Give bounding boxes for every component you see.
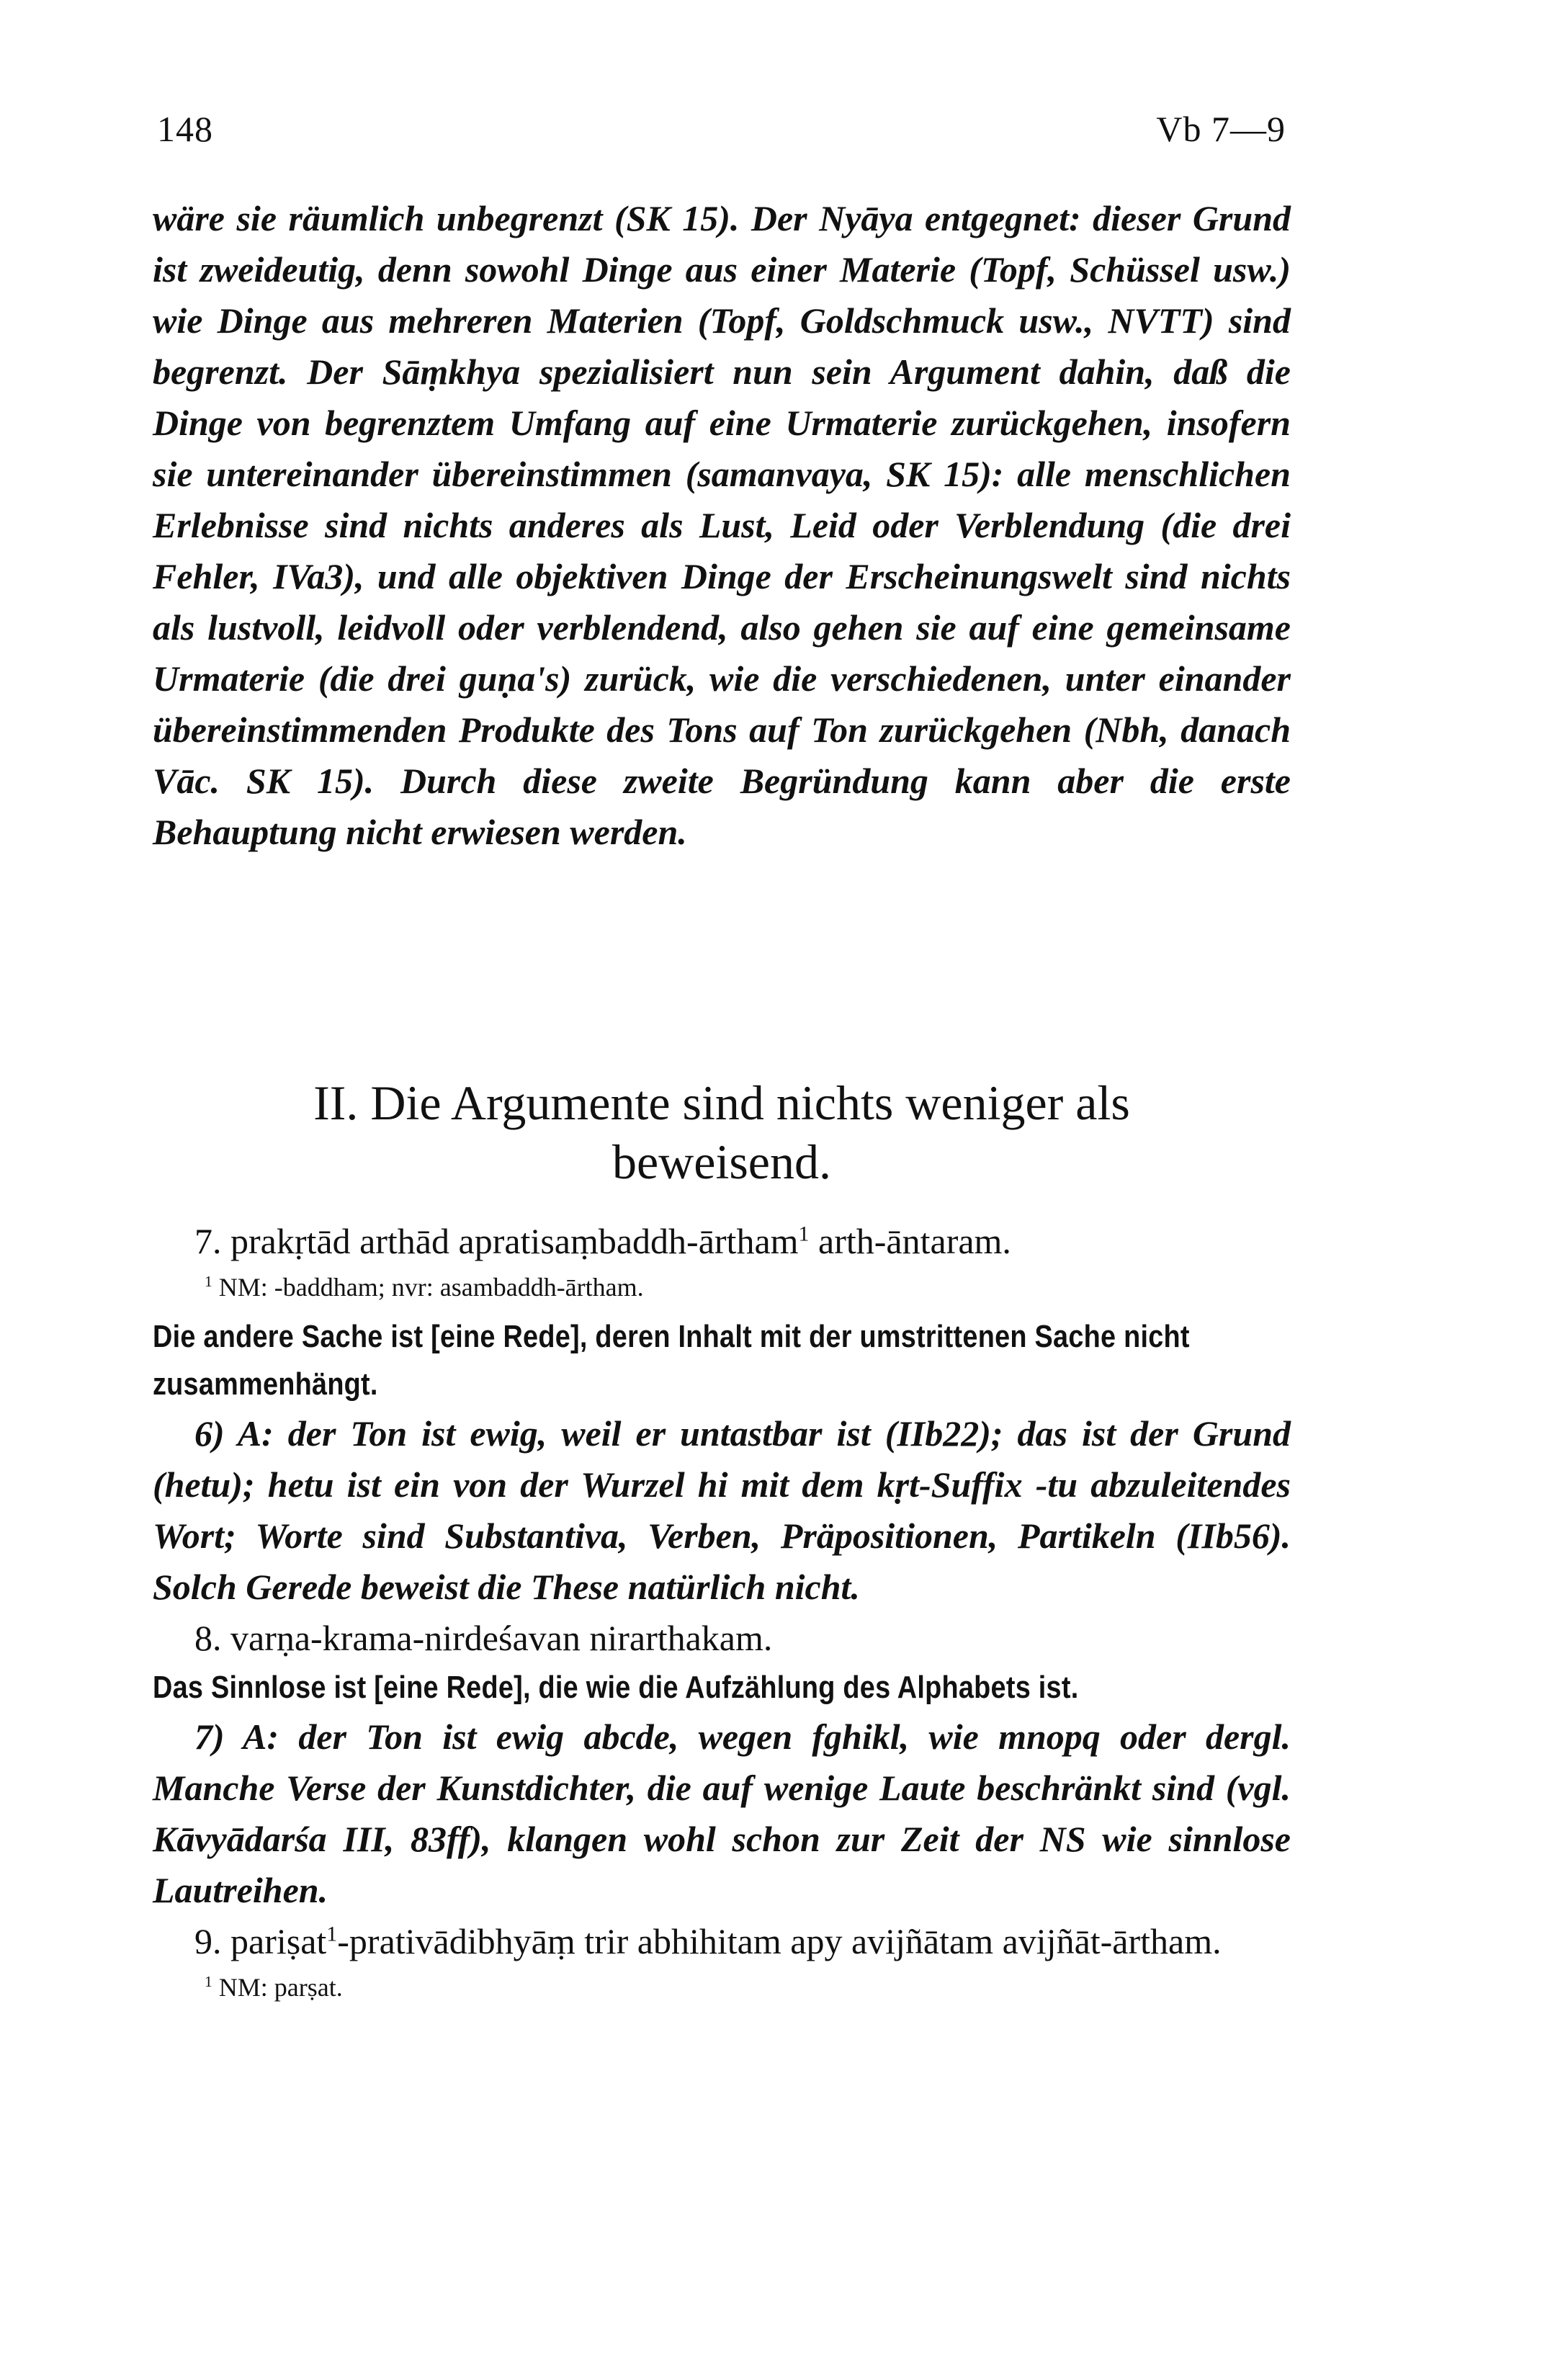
intro-paragraph: wäre sie räumlich unbegrenzt (SK 15). Der Nyāya entgegnet: dieser Grund ist zweideutig, denn sowohl Dinge aus einer Materie (Topf, Schüssel usw.) wie Dinge aus mehreren Materien (Topf, Goldschmuck usw., NVTT) sind begrenzt. Der Sāṃkhya spezialisiert nun sein Argument dahin, daß die Dinge von begrenztem Umfang auf eine Urmaterie zurückgehen, insofern sie untereinander übereinstimmen (samanvaya, SK 15): alle menschlichen Erlebnisse sind nichts anderes als Lust, Leid oder Verblendung (die drei Fehler, IVa3), und alle objektiven Dinge der Erscheinungswelt sind nichts als lustvoll, leidvoll oder verblendend, also gehen sie auf eine gemeinsame Urmaterie (die drei guṇa's) zurück, wie die verschiedenen, unter einander übereinstimmenden Produkte des Tons auf Ton zurückgehen (Nbh, danach Vāc. SK 15). Durch diese zweite Begründung kann aber die erste Behauptung nicht erwiesen werden. (153, 198, 1291, 852)
section-heading-line1: II. Die Argumente sind nichts weniger als (313, 1075, 1130, 1130)
sutra-8: 8. varṇa-krama-nirdeśavan nirarthakam. (194, 1618, 773, 1658)
sutra-7-text-b: arth-āntaram. (809, 1221, 1011, 1261)
sutra-9-text-a: 9. pariṣat (194, 1921, 327, 1961)
sutra-7-commentary: 6) A: der Ton ist ewig, weil er untastbar ist (IIb22); das ist der Grund (hetu); hetu ist ein von der Wurzel hi mit dem kṛt-Suffix -tu abzuleitendes Wort; Worte sind Substantiva, Verben, Präpositionen, Partikeln (IIb56). Solch Gerede beweist die These natürlich nicht. (153, 1413, 1291, 1607)
sutra-8-translation: Das Sinnlose ist [eine Rede], die wie die Aufzählung des Alphabets ist. (153, 1670, 1079, 1705)
section-reference: Vb 7—9 (1156, 109, 1286, 149)
sutras-block (153, 1216, 1291, 2007)
sutra-7-footnote-marker: 1 (205, 1273, 212, 1290)
sutra-9-footnote-text: NM: parṣat. (212, 1973, 343, 2002)
sutra-7-translation: Die andere Sache ist [eine Rede], deren Inhalt mit der umstrittenen Sache nicht zusammenhängt. (153, 1319, 1190, 1402)
sutra-9-text-b: -prativādibhyāṃ trir abhihitam apy avijñātam avijñāt-ārtham. (337, 1921, 1222, 1961)
sutra-7-footnote-text: NM: -baddham; nvr: asambaddh-ārtham. (212, 1273, 644, 1302)
sutra-7-footnote (153, 1267, 1291, 1307)
sutra-7-text-a: 7. prakṛtād arthād apratisaṃbaddh-ārtham (194, 1221, 799, 1261)
section-heading-line2: beweisend. (611, 1134, 831, 1189)
sutra-9 (153, 1916, 1291, 1967)
intro-block (153, 193, 1291, 858)
section-heading (153, 1073, 1291, 1191)
sutra-7 (153, 1216, 1291, 1267)
sutra-9-footnote-marker: 1 (205, 1973, 212, 1990)
sutra-8-commentary: 7) A: der Ton ist ewig abcde, wegen fghikl, wie mnopq oder dergl. Manche Verse der Kunstdichter, die auf wenige Laute beschränkt sind (vgl. Kāvyādarśa III, 83ff), klangen wohl schon zur Zeit der NS wie sinnlose Lautreihen. (153, 1716, 1291, 1910)
sutra-9-footnote-ref: 1 (326, 1922, 338, 1946)
sutra-7-footnote-ref: 1 (798, 1222, 810, 1246)
page-number: 148 (157, 109, 213, 149)
sutra-9-footnote (153, 1967, 1291, 2007)
